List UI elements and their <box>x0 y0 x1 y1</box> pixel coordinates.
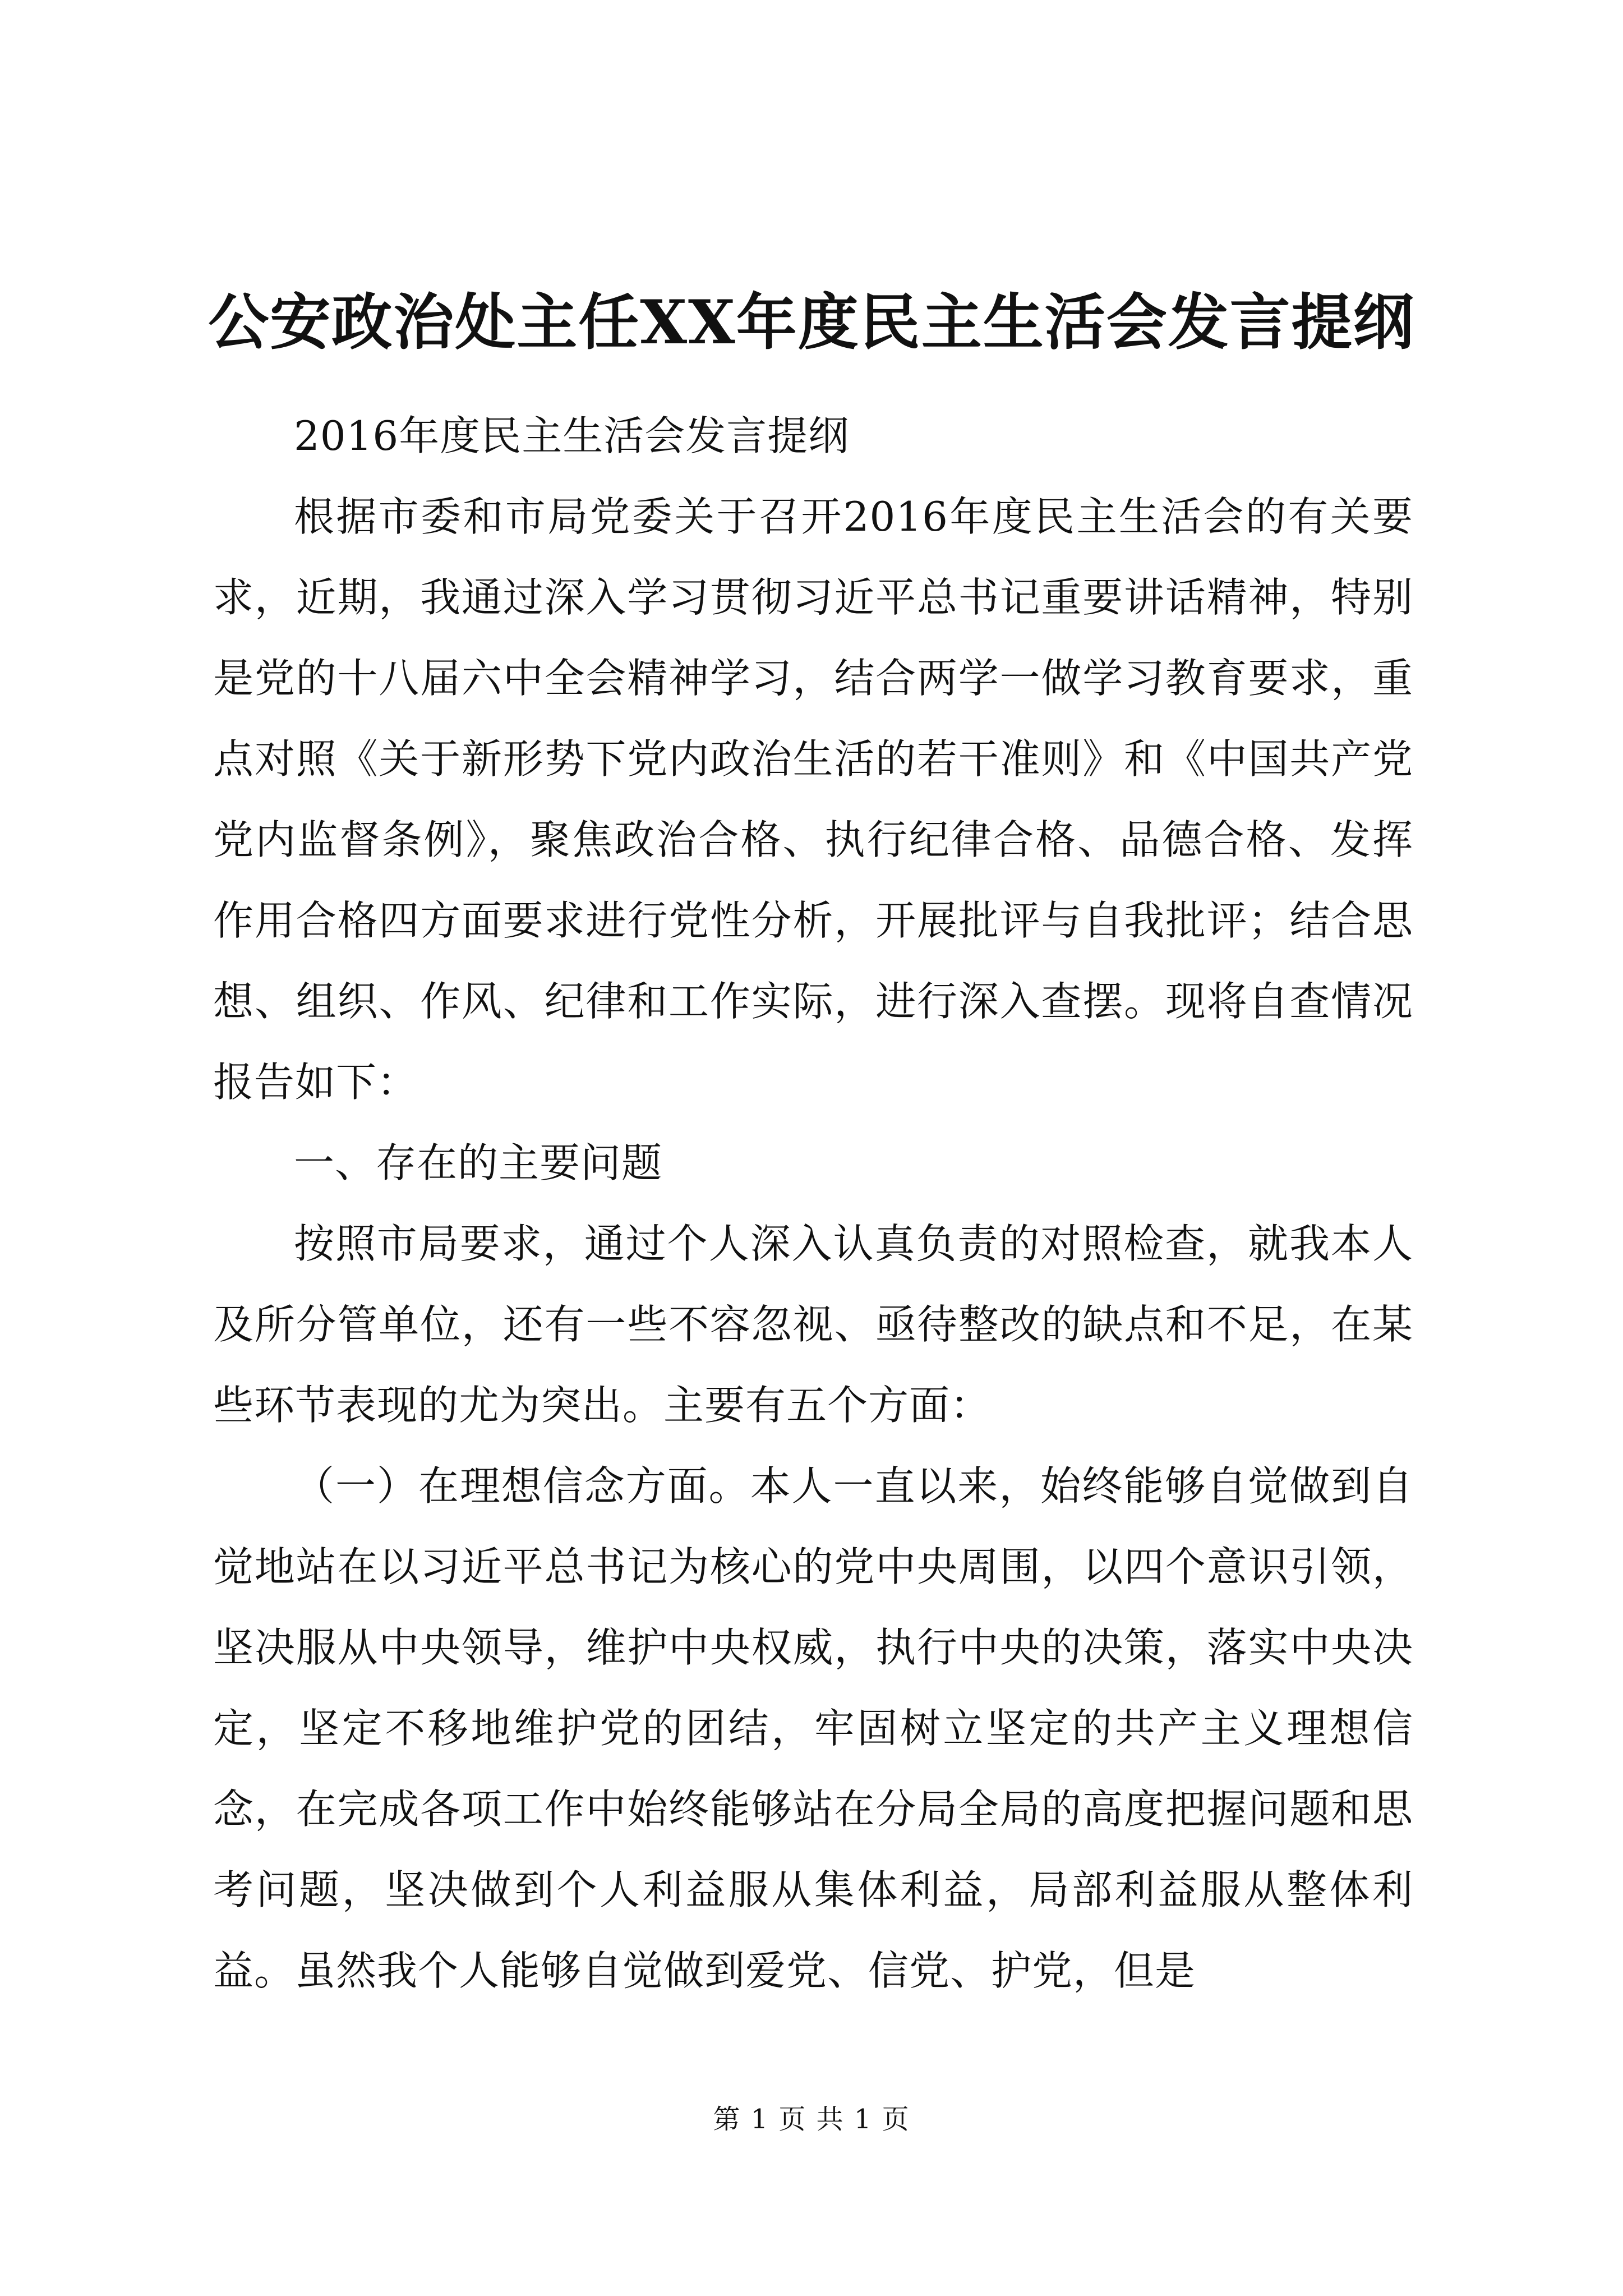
document-title: 公安政治处主任XX年度民主生活会发言提纲 <box>208 287 1415 358</box>
paragraph-overview: 按照市局要求，通过个人深入认真负责的对照检查，就我本人及所分管单位，还有一些不容忽视、亟待整改的缺点和不足，在某些环节表现的尤为突出。主要有五个方面： <box>213 1220 1413 1429</box>
paragraph-ideals-beliefs: （一）在理想信念方面。本人一直以来，始终能够自觉做到自觉地站在以习近平总书记为核心的党中央周围，以四个意识引领，坚决服从中央领导，维护中央权威，执行中央的决策，落实中央决定，坚定不移地维护党的团结，牢固树立坚定的共产主义理想信念，在完成各项工作中始终能够站在分局全局的高度把握问题和思考问题，坚决做到个人利益服从集体利益，局部利益服从整体利益。虽然我个人能够自觉做到爱党、信党、护党，但是 <box>213 1462 1413 1994</box>
paragraph-intro: 根据市委和市局党委关于召开2016年度民主生活会的有关要求，近期，我通过深入学习贯彻习近平总书记重要讲话精神，特别是党的十八届六中全会精神学习，结合两学一做学习教育要求，重点对照《关于新形势下党内政治生活的若干准则》和《中国共产党党内监督条例》，聚焦政治合格、执行纪律合格、品德合格、发挥作用合格四方面要求进行党性分析，开展批评与自我批评；结合思想、组织、作风、纪律和工作实际，进行深入查摆。现将自查情况报告如下： <box>213 493 1413 1106</box>
document-body <box>213 395 1413 2011</box>
paragraph-subtitle: 2016年度民主生活会发言提纲 <box>294 412 850 459</box>
page-number-footer: 第 1 页 共 1 页 <box>713 2104 910 2135</box>
section-heading-main-problems: 一、存在的主要问题 <box>294 1139 663 1186</box>
